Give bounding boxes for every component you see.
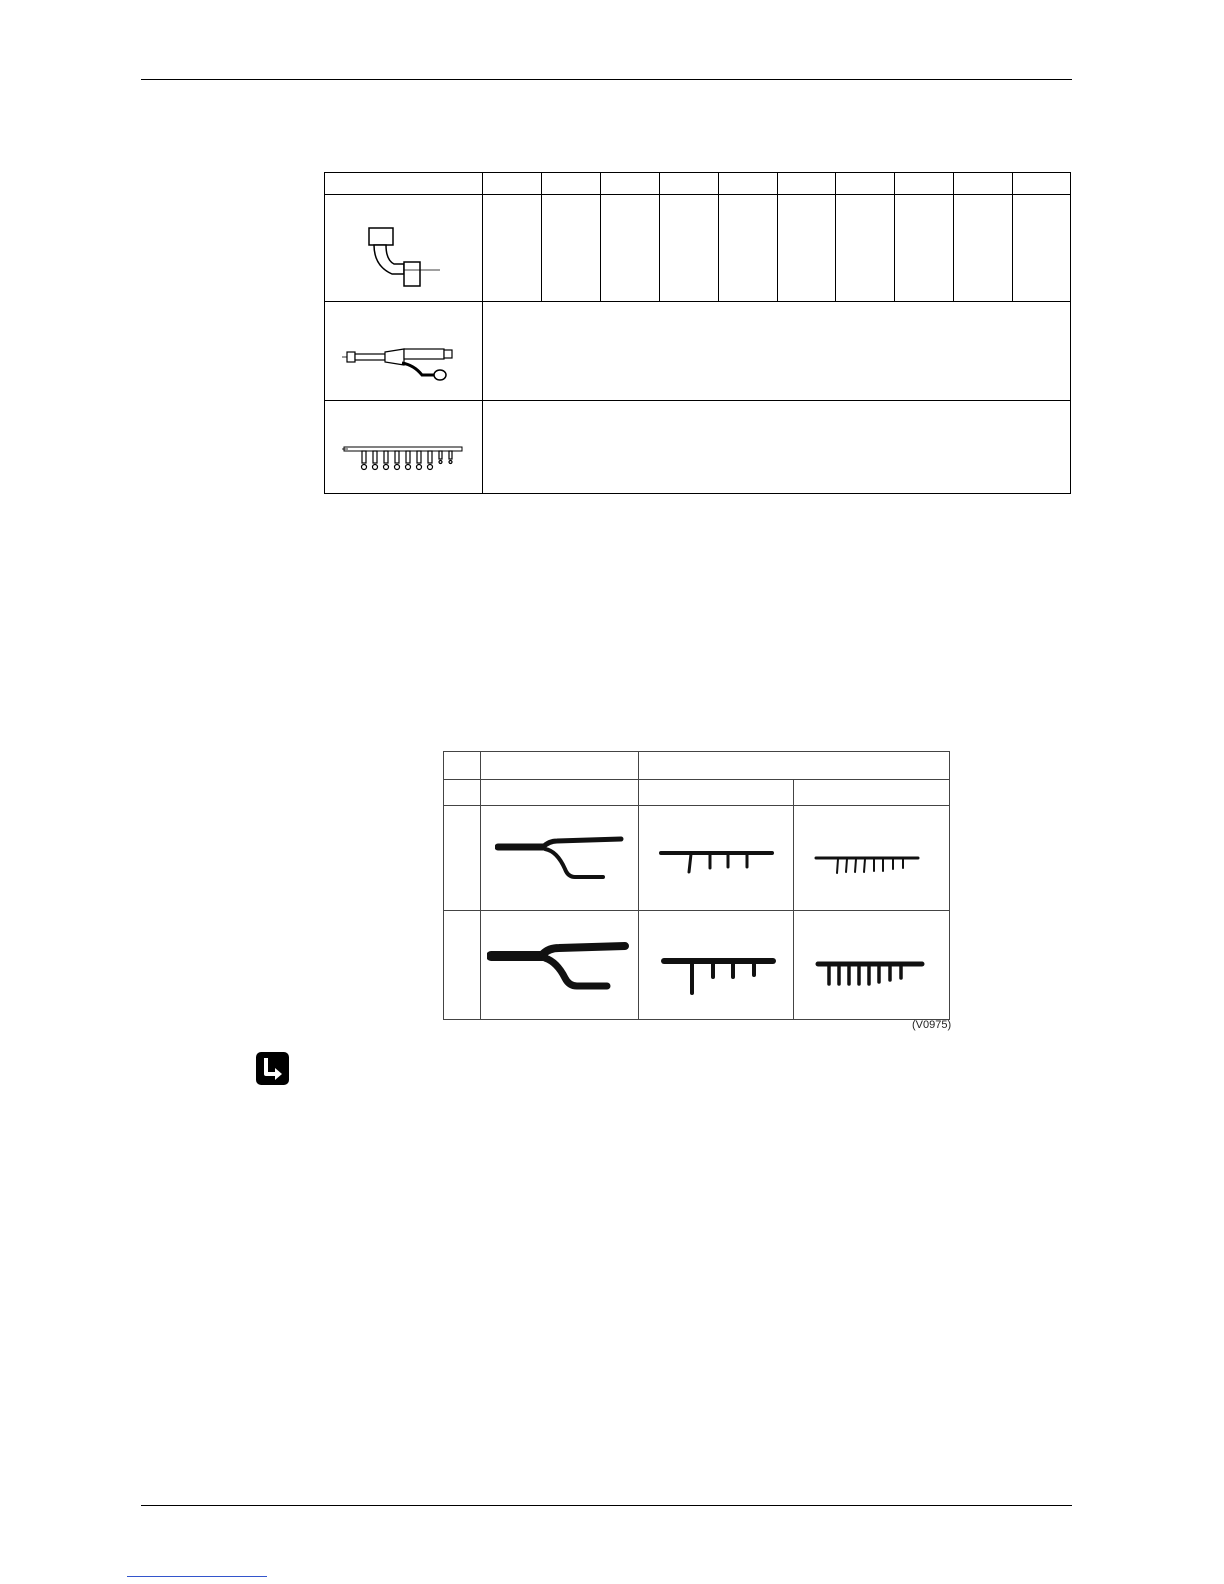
refnet-joint-photo [495,833,625,885]
branch-parts-table [324,172,1071,494]
reducer-elbow-drawing [358,224,448,294]
footer-rule [141,1505,1072,1506]
refnet-joint-drawing [342,337,467,387]
refnet-header-photo [658,845,778,881]
refnet-joint-large-photo [487,938,629,994]
refnet-header-8-photo [813,851,923,881]
branch-kit-photo-table [443,751,950,1021]
refnet-header-8-large-photo [815,956,927,994]
header-rule [141,79,1072,80]
refnet-header-large-photo [661,953,781,999]
reference-arrow-icon [256,1052,289,1085]
figure-code: (V0975) [912,1019,952,1031]
footer-link-underline[interactable] [127,1576,267,1577]
refnet-header-drawing [342,440,467,476]
